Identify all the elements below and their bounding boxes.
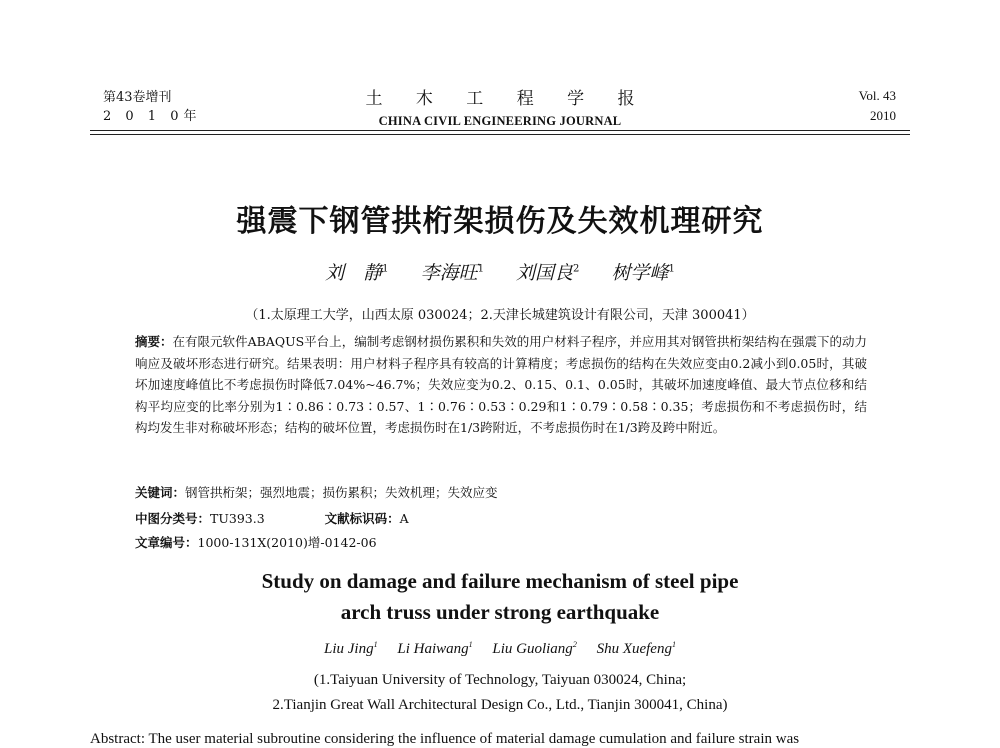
affiliation-en — [0, 668, 1000, 718]
article-no-label: 文章编号： — [135, 535, 198, 550]
affiliation-en-line1: (1.Taiyuan University of Technology, Taiyuan 030024, China; — [313, 672, 687, 688]
author-en: Li Haiwang$^1$ — [397, 640, 473, 657]
doc-code-label: 文献标识码： — [324, 511, 400, 526]
author-cn: 李海旺$^1$ — [420, 262, 484, 284]
doc-code-value: A — [399, 511, 409, 526]
affiliation-cn: （1.太原理工大学，山西太原 030024；2.天津长城建筑设计有限公司，天津 300041） — [245, 308, 755, 323]
author-cn: 树学峰$^1$ — [611, 262, 675, 284]
classification-line — [135, 509, 409, 527]
header-issue: 第43卷增刊 — [103, 90, 172, 105]
header-volume: Vol. 43 — [858, 88, 896, 103]
article-number-line — [135, 533, 377, 551]
journal-header — [0, 84, 1000, 129]
journal-name-cn: 土 木 工 程 学 报 — [365, 89, 649, 109]
clc-label: 中图分类号： — [135, 511, 211, 526]
author-list-cn — [0, 258, 1000, 285]
affiliation-en-line2: 2.Tianjin Great Wall Architectural Design Co., Ltd., Tianjin 300041, China) — [272, 697, 728, 713]
abstract-en-partial: Abstract: The user material subroutine considering the influence of material damage cumulation and failure strain was — [90, 731, 800, 747]
header-rule-bottom — [90, 134, 910, 135]
header-volume-info — [859, 86, 896, 126]
abstract-cn — [135, 331, 867, 439]
title-en-line2: arch truss under strong earthquake — [340, 600, 660, 624]
abstract-label-cn: 摘要： — [135, 334, 173, 349]
article-title-en — [0, 566, 1000, 628]
journal-name-en: CHINA CIVIL ENGINEERING JOURNAL — [378, 114, 622, 128]
clc-value: TU393.3 — [210, 511, 265, 526]
article-title-cn: 强震下钢管拱桁架损伤及失效机理研究 — [236, 204, 764, 239]
author-en: Shu Xuefeng$^1$ — [596, 640, 676, 657]
keywords-label: 关键词： — [135, 485, 186, 500]
author-en: Liu Guoliang$^2$ — [492, 640, 577, 657]
keywords-text: 钢管拱桁架；强烈地震；损伤累积；失效机理；失效应变 — [185, 485, 498, 500]
author-en: Liu Jing$^1$ — [324, 640, 378, 657]
header-year: 2010 — [870, 108, 896, 123]
author-cn: 刘国良$^2$ — [516, 262, 580, 284]
author-cn: 刘 静$^1$ — [325, 262, 389, 284]
header-year-cn: 2 0 1 0年 — [103, 109, 202, 124]
title-en-line1: Study on damage and failure mechanism of steel pipe — [261, 569, 739, 593]
abstract-text-cn: 在有限元软件ABAQUS平台上，编制考虑钢材损伤累积和失效的用户材料子程序，并应用其对钢管拱桁架结构在强震下的动力响应及破坏形态进行研究。结果表明：用户材料子程序具有较高的计算精度；考虑损伤的结构在失效应变由0.2减小到0.05时，其破坏加速度峰值比不考虑损伤时降低7.04%~46.7%；失效应变为0.2、0.15、0.1、0.05时，其破坏加速度峰值、最大节点位移和结构平均应变的比率分别为1∶0.86∶0.73∶0.57、1∶0.76∶0.53∶0.29和1∶0.79∶0.58∶0.35；考虑损伤和不考虑损伤时，结构均发生非对称破坏形态；结构的破坏位置，考虑损伤时在1/3跨附近，不考虑损伤时在1/3跨及跨中附近。 — [135, 334, 867, 436]
header-rule-top — [90, 130, 910, 131]
author-list-en — [0, 640, 1000, 658]
article-no-value: 1000-131X(2010)增-0142-06 — [197, 535, 377, 550]
keywords-cn — [135, 483, 498, 501]
